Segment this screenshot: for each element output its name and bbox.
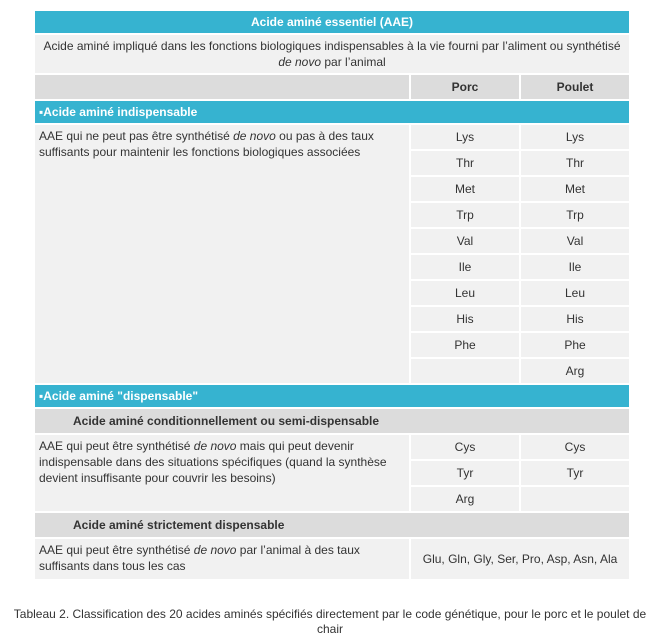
porc-cell: Leu bbox=[411, 281, 519, 305]
indispensable-description: AAE qui ne peut pas être synthétisé de novo ou pas à des taux suffisants pour maintenir les fonctions biologiques associées bbox=[35, 125, 409, 383]
strict-subsection-title: Acide aminé strictement dispensable bbox=[35, 513, 629, 537]
poulet-cell bbox=[521, 487, 629, 511]
porc-cell: Cys bbox=[411, 435, 519, 459]
porc-cell: Trp bbox=[411, 203, 519, 227]
poulet-cell: Cys bbox=[521, 435, 629, 459]
poulet-cell: Thr bbox=[521, 151, 629, 175]
strict-amino-acids: Glu, Gln, Gly, Ser, Pro, Asp, Asn, Ala bbox=[411, 539, 629, 579]
conditional-subsection-title: Acide aminé conditionnellement ou semi-dispensable bbox=[35, 409, 629, 433]
porc-cell: Phe bbox=[411, 333, 519, 357]
porc-cell: Lys bbox=[411, 125, 519, 149]
conditional-description: AAE qui peut être synthétisé de novo mais qui peut devenir indispensable dans des situations spécifiques (quand la synthèse devient insuffisante pour couvrir les besoins) bbox=[35, 435, 409, 511]
porc-cell bbox=[411, 359, 519, 383]
poulet-cell: Phe bbox=[521, 333, 629, 357]
poulet-cell: His bbox=[521, 307, 629, 331]
porc-cell: Met bbox=[411, 177, 519, 201]
porc-cell: His bbox=[411, 307, 519, 331]
poulet-cell: Ile bbox=[521, 255, 629, 279]
porc-cell: Arg bbox=[411, 487, 519, 511]
column-header-porc: Porc bbox=[411, 75, 519, 99]
section-dispensable-title: ▪Acide aminé "dispensable" bbox=[35, 385, 629, 407]
section-indispensable-title: ▪Acide aminé indispensable bbox=[35, 101, 629, 123]
porc-cell: Ile bbox=[411, 255, 519, 279]
table-caption: Tableau 2. Classification des 20 acides aminés spécifiés directement par le code génétique, pour le porc et le poulet de chair bbox=[13, 607, 647, 636]
porc-cell: Tyr bbox=[411, 461, 519, 485]
porc-cell: Val bbox=[411, 229, 519, 253]
header-blank-cell bbox=[35, 75, 409, 99]
poulet-cell: Lys bbox=[521, 125, 629, 149]
poulet-cell: Leu bbox=[521, 281, 629, 305]
poulet-cell: Val bbox=[521, 229, 629, 253]
aae-definition: Acide aminé impliqué dans les fonctions biologiques indispensables à la vie fourni par l’aliment ou synthétisé de novo par l’animal bbox=[35, 35, 629, 73]
poulet-cell: Trp bbox=[521, 203, 629, 227]
poulet-cell: Tyr bbox=[521, 461, 629, 485]
amino-acid-table bbox=[33, 9, 631, 581]
poulet-cell: Arg bbox=[521, 359, 629, 383]
table-title: Acide aminé essentiel (AAE) bbox=[35, 11, 629, 33]
strict-description: AAE qui peut être synthétisé de novo par l’animal à des taux suffisants dans tous les cas bbox=[35, 539, 409, 579]
poulet-cell: Met bbox=[521, 177, 629, 201]
porc-cell: Thr bbox=[411, 151, 519, 175]
column-header-poulet: Poulet bbox=[521, 75, 629, 99]
